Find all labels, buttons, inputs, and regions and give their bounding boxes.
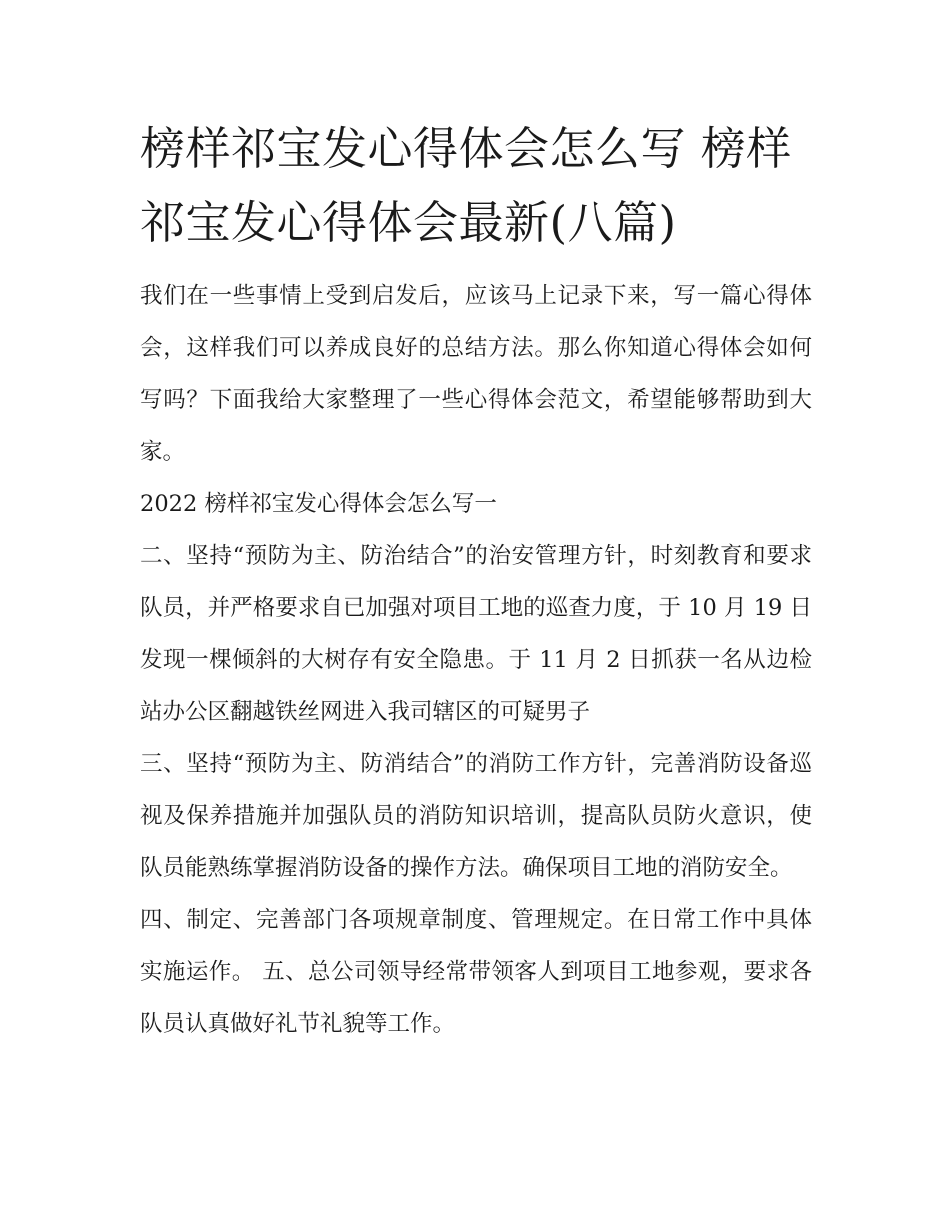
body-paragraph-fire-safety: 三、坚持“预防为主、防消结合”的消防工作方针，完善消防设备巡视及保养措施并加强队员的消防知识培训，提高队员防火意识，使队员能熟练掌握消防设备的操作方法。确保项目工地的消防安全。 bbox=[140, 751, 812, 881]
intro-paragraph: 我们在一些事情上受到启发后，应该马上记录下来，写一篇心得体会，这样我们可以养成良好的总结方法。那么你知道心得体会如何写吗？下面我给大家整理了一些心得体会范文，希望能够帮助到大家。 bbox=[140, 283, 812, 465]
body-paragraph-security: 二、坚持“预防为主、防治结合”的治安管理方针，时刻教育和要求队员，并严格要求自已加强对项目工地的巡查力度，于 10 月 19 日发现一棵倾斜的大树存有安全隐患。于 11 月 2 日抓获一名从边检站办公区翻越铁丝网进入我司辖区的可疑男子 bbox=[140, 543, 812, 725]
document-title: 榜样祁宝发心得体会怎么写 榜样祁宝发心得体会最新(八篇) bbox=[140, 122, 792, 249]
body-paragraph-regulations: 四、制定、完善部门各项规章制度、管理规定。在日常工作中具体实施运作。 五、总公司领导经常带领客人到项目工地参观，要求各队员认真做好礼节礼貌等工作。 bbox=[140, 907, 812, 1037]
document-page bbox=[140, 112, 812, 1050]
section-heading: 2022 榜样祁宝发心得体会怎么写一 bbox=[140, 491, 497, 517]
